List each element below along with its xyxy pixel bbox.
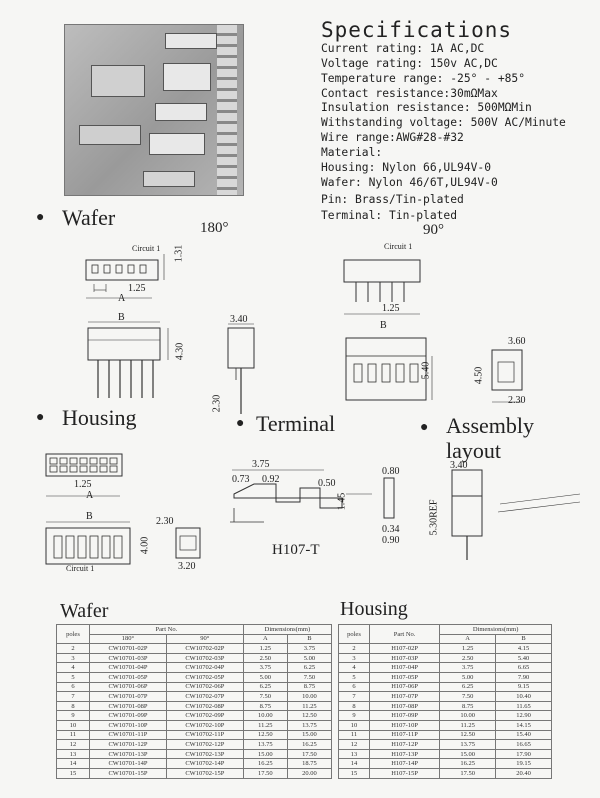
spec-line: Current rating: 1A AC,DC — [321, 42, 485, 55]
assembly-heading: Assembly — [446, 413, 534, 438]
table-cell: 18.75 — [287, 759, 331, 769]
bullet-icon: ● — [36, 210, 45, 225]
table-cell: 6.25 — [440, 682, 496, 692]
table-header: Dimensions(mm) — [243, 625, 331, 635]
table-cell: 15.00 — [243, 749, 287, 759]
table-row — [57, 692, 332, 702]
table-cell: 11 — [339, 730, 370, 740]
dim-label: B — [118, 312, 125, 323]
table-cell: 17.50 — [287, 749, 331, 759]
table-cell: CW10702-11P — [166, 730, 243, 740]
table-cell: CW10701-08P — [90, 701, 167, 711]
table-cell: 17.50 — [243, 768, 287, 778]
table-cell: 8.75 — [243, 701, 287, 711]
wafer-180-side-drawing — [82, 318, 182, 408]
table-cell: 16.25 — [287, 740, 331, 750]
table-row — [57, 653, 332, 663]
wafer-table-title: Wafer — [60, 600, 109, 622]
dim-label: 4.30 — [174, 342, 186, 361]
table-cell: CW10702-12P — [166, 740, 243, 750]
housing-heading: Housing — [62, 405, 137, 430]
table-cell: 13.75 — [243, 740, 287, 750]
angle-90-label: 90° — [423, 222, 444, 238]
table-cell: H107-10P — [370, 720, 440, 730]
spec-line: Wafer: Nylon 46/6T,UL94V-0 — [321, 176, 498, 189]
dim-label: 1.45 — [336, 492, 348, 511]
table-cell: 7.50 — [243, 692, 287, 702]
table-cell: CW10702-15P — [166, 768, 243, 778]
dim-label: 1.25 — [74, 479, 92, 490]
table-cell: CW10701-14P — [90, 759, 167, 769]
table-cell: 10.00 — [287, 692, 331, 702]
table-header: B — [496, 634, 552, 644]
table-header: A — [440, 634, 496, 644]
table-cell: 6.25 — [243, 682, 287, 692]
table-cell: 10.00 — [243, 711, 287, 721]
table-cell: 12 — [57, 740, 90, 750]
table-cell: 12.90 — [496, 711, 552, 721]
table-cell: CW10702-04P — [166, 663, 243, 673]
table-cell: CW10702-10P — [166, 720, 243, 730]
table-row — [339, 720, 552, 730]
table-cell: 5.00 — [287, 653, 331, 663]
table-cell: 10 — [57, 720, 90, 730]
table-cell: CW10702-05P — [166, 672, 243, 682]
dim-label: 3.40 — [450, 460, 468, 471]
wafer-table — [56, 624, 332, 779]
table-cell: 6 — [339, 682, 370, 692]
table-cell: CW10702-13P — [166, 749, 243, 759]
table-cell: 5.00 — [243, 672, 287, 682]
table-row — [339, 701, 552, 711]
spec-line: Material: — [321, 146, 383, 159]
dim-label: A — [86, 490, 94, 501]
table-cell: H107-04P — [370, 663, 440, 673]
table-cell: 1.25 — [243, 644, 287, 654]
table-cell: 2.50 — [440, 653, 496, 663]
dim-label: 0.73 — [232, 474, 250, 485]
spec-line: Wire range:AWG#28-#32 — [321, 131, 464, 144]
table-cell: 3 — [339, 653, 370, 663]
table-header: 90° — [166, 634, 243, 644]
table-row — [57, 759, 332, 769]
table-cell: CW10701-11P — [90, 730, 167, 740]
table-header: Dimensions(mm) — [440, 625, 552, 635]
table-cell: 4 — [57, 663, 90, 673]
angle-180-label: 180° — [200, 220, 229, 236]
spec-line: Insulation resistance: 500MΩMin — [321, 101, 532, 114]
dim-label: B — [86, 511, 93, 522]
table-cell: H107-02P — [370, 644, 440, 654]
spec-line: Temperature range: -25° - +85° — [321, 72, 526, 85]
table-cell: 11.25 — [440, 720, 496, 730]
dim-label: 2.30 — [211, 394, 223, 413]
circuit-label: Circuit 1 — [384, 242, 413, 251]
table-cell: 12.50 — [287, 711, 331, 721]
circuit-label: Circuit 1 — [66, 564, 95, 573]
bullet-icon: ● — [36, 410, 45, 425]
dim-label: 0.50 — [318, 478, 336, 489]
bullet-icon: ● — [420, 420, 429, 435]
table-cell: 11.25 — [243, 720, 287, 730]
dim-label: 2.30 — [508, 395, 526, 406]
table-cell: H107-09P — [370, 711, 440, 721]
table-cell: 7 — [57, 692, 90, 702]
table-cell: 10.00 — [440, 711, 496, 721]
table-row — [339, 711, 552, 721]
table-header: poles — [57, 625, 90, 644]
bullet-icon: ● — [236, 416, 245, 431]
table-cell: H107-12P — [370, 740, 440, 750]
table-cell: 13 — [57, 749, 90, 759]
table-cell: 6.25 — [287, 663, 331, 673]
table-cell: CW10701-05P — [90, 672, 167, 682]
table-cell: 9 — [57, 711, 90, 721]
circuit-label: Circuit 1 — [132, 244, 161, 253]
table-cell: 1.25 — [440, 644, 496, 654]
table-cell: H107-14P — [370, 759, 440, 769]
table-cell: 9 — [339, 711, 370, 721]
table-cell: 5.40 — [496, 653, 552, 663]
table-cell: 12.50 — [243, 730, 287, 740]
spec-line: Pin: Brass/Tin-plated — [321, 193, 464, 206]
table-cell: 5 — [57, 672, 90, 682]
table-cell: H107-08P — [370, 701, 440, 711]
table-cell: 6 — [57, 682, 90, 692]
table-row — [57, 730, 332, 740]
table-cell: CW10701-03P — [90, 653, 167, 663]
housing-front-drawing — [40, 516, 150, 576]
table-row — [57, 720, 332, 730]
table-row — [339, 759, 552, 769]
table-cell: 20.00 — [287, 768, 331, 778]
table-header: B — [287, 634, 331, 644]
table-cell: 16.25 — [243, 759, 287, 769]
table-cell: CW10701-13P — [90, 749, 167, 759]
table-cell: 15 — [339, 768, 370, 778]
dim-label: 5.40 — [420, 361, 432, 380]
table-cell: 15.00 — [440, 749, 496, 759]
table-cell: 19.15 — [496, 759, 552, 769]
table-cell: 13.75 — [440, 740, 496, 750]
table-row — [339, 682, 552, 692]
table-cell: CW10702-07P — [166, 692, 243, 702]
spec-line: Withstanding voltage: 500V AC/Minute — [321, 116, 566, 129]
table-cell: CW10702-02P — [166, 644, 243, 654]
housing-table — [338, 624, 552, 779]
table-cell: 15.00 — [287, 730, 331, 740]
table-cell: 7.50 — [440, 692, 496, 702]
table-cell: 11.65 — [496, 701, 552, 711]
table-cell: H107-11P — [370, 730, 440, 740]
housing-table-title: Housing — [340, 598, 408, 620]
table-cell: H107-13P — [370, 749, 440, 759]
wafer-180-end-drawing — [222, 320, 272, 420]
table-cell: 9.15 — [496, 682, 552, 692]
spec-line: Contact resistance:30mΩMax — [321, 87, 498, 100]
table-cell: 5.00 — [440, 672, 496, 682]
dim-label: 5.30REF — [428, 499, 440, 536]
table-cell: 3.75 — [243, 663, 287, 673]
table-cell: 4.15 — [496, 644, 552, 654]
table-row — [339, 768, 552, 778]
spec-line: Housing: Nylon 66,UL94V-0 — [321, 161, 492, 174]
table-row — [57, 768, 332, 778]
terminal-part-number: H107-T — [272, 542, 320, 558]
dim-label: 3.75 — [252, 459, 270, 470]
table-cell: 15.40 — [496, 730, 552, 740]
table-cell: 12.50 — [440, 730, 496, 740]
table-cell: 8 — [57, 701, 90, 711]
table-cell: 10.40 — [496, 692, 552, 702]
dim-label: 3.20 — [178, 561, 196, 572]
table-cell: CW10702-06P — [166, 682, 243, 692]
table-row — [339, 749, 552, 759]
table-header: 180° — [90, 634, 167, 644]
table-cell: 4 — [339, 663, 370, 673]
table-cell: 16.25 — [440, 759, 496, 769]
dim-label: 4.50 — [473, 366, 485, 385]
table-row — [339, 653, 552, 663]
specifications-title: Specifications — [321, 18, 513, 42]
dim-label: 0.90 — [382, 535, 400, 546]
table-cell: 12 — [339, 740, 370, 750]
table-header: Part No. — [370, 625, 440, 644]
table-cell: 2.50 — [243, 653, 287, 663]
table-cell: 7 — [339, 692, 370, 702]
table-cell: 16.65 — [496, 740, 552, 750]
dim-label: 4.00 — [139, 536, 151, 555]
table-cell: 20.40 — [496, 768, 552, 778]
table-cell: 3.75 — [440, 663, 496, 673]
table-cell: CW10701-07P — [90, 692, 167, 702]
table-cell: H107-03P — [370, 653, 440, 663]
table-cell: 5 — [339, 672, 370, 682]
dim-label: 1.25 — [128, 283, 146, 294]
table-cell: CW10701-10P — [90, 720, 167, 730]
table-cell: CW10701-04P — [90, 663, 167, 673]
table-row — [57, 663, 332, 673]
table-cell: 6.65 — [496, 663, 552, 673]
table-cell: CW10702-14P — [166, 759, 243, 769]
table-cell: H107-05P — [370, 672, 440, 682]
assembly-heading-line2: layout — [446, 438, 501, 463]
table-cell: H107-15P — [370, 768, 440, 778]
table-row — [57, 711, 332, 721]
table-cell: 11.25 — [287, 701, 331, 711]
table-header: Part No. — [90, 625, 244, 635]
dim-label: 2.30 — [156, 516, 174, 527]
table-row — [339, 663, 552, 673]
dim-label: 0.80 — [382, 466, 400, 477]
table-cell: CW10701-15P — [90, 768, 167, 778]
table-cell: 8.75 — [287, 682, 331, 692]
table-row — [339, 730, 552, 740]
product-photo — [64, 24, 244, 196]
dim-label: B — [380, 320, 387, 331]
table-row — [57, 740, 332, 750]
table-cell: 3 — [57, 653, 90, 663]
table-row — [339, 740, 552, 750]
table-cell: CW10702-03P — [166, 653, 243, 663]
dim-label: 1.25 — [382, 303, 400, 314]
table-cell: 2 — [57, 644, 90, 654]
table-cell: CW10701-02P — [90, 644, 167, 654]
dim-label: 3.60 — [508, 336, 526, 347]
table-cell: 13 — [339, 749, 370, 759]
spec-line: Terminal: Tin-plated — [321, 209, 458, 222]
table-header: poles — [339, 625, 370, 644]
table-cell: 14 — [57, 759, 90, 769]
table-cell: 14.15 — [496, 720, 552, 730]
table-cell: 8.75 — [440, 701, 496, 711]
table-cell: H107-06P — [370, 682, 440, 692]
table-cell: CW10702-09P — [166, 711, 243, 721]
dim-label: A — [118, 293, 126, 304]
table-cell: CW10701-06P — [90, 682, 167, 692]
table-cell: 10 — [339, 720, 370, 730]
dim-label: 0.34 — [382, 524, 400, 535]
table-cell: 13.75 — [287, 720, 331, 730]
spec-line: Voltage rating: 150v AC,DC — [321, 57, 498, 70]
table-cell: 14 — [339, 759, 370, 769]
table-cell: H107-07P — [370, 692, 440, 702]
wafer-heading: Wafer — [62, 205, 116, 230]
assembly-drawing — [440, 464, 590, 564]
table-header: A — [243, 634, 287, 644]
table-cell: CW10702-08P — [166, 701, 243, 711]
table-cell: 7.50 — [287, 672, 331, 682]
table-cell: 3.75 — [287, 644, 331, 654]
table-cell: 7.90 — [496, 672, 552, 682]
table-row — [57, 672, 332, 682]
table-row — [57, 682, 332, 692]
table-cell: 17.90 — [496, 749, 552, 759]
dim-label: 3.40 — [230, 314, 248, 325]
table-cell: CW10701-12P — [90, 740, 167, 750]
table-row — [57, 644, 332, 654]
table-cell: 2 — [339, 644, 370, 654]
table-cell: 17.50 — [440, 768, 496, 778]
table-row — [57, 749, 332, 759]
table-cell: CW10701-09P — [90, 711, 167, 721]
table-cell: 11 — [57, 730, 90, 740]
table-row — [57, 701, 332, 711]
dim-label: 1.31 — [173, 244, 185, 263]
terminal-heading: Terminal — [256, 411, 336, 436]
table-cell: 15 — [57, 768, 90, 778]
table-row — [339, 692, 552, 702]
table-cell: 8 — [339, 701, 370, 711]
dim-label: 0.92 — [262, 474, 280, 485]
table-row — [339, 672, 552, 682]
table-row — [339, 644, 552, 654]
